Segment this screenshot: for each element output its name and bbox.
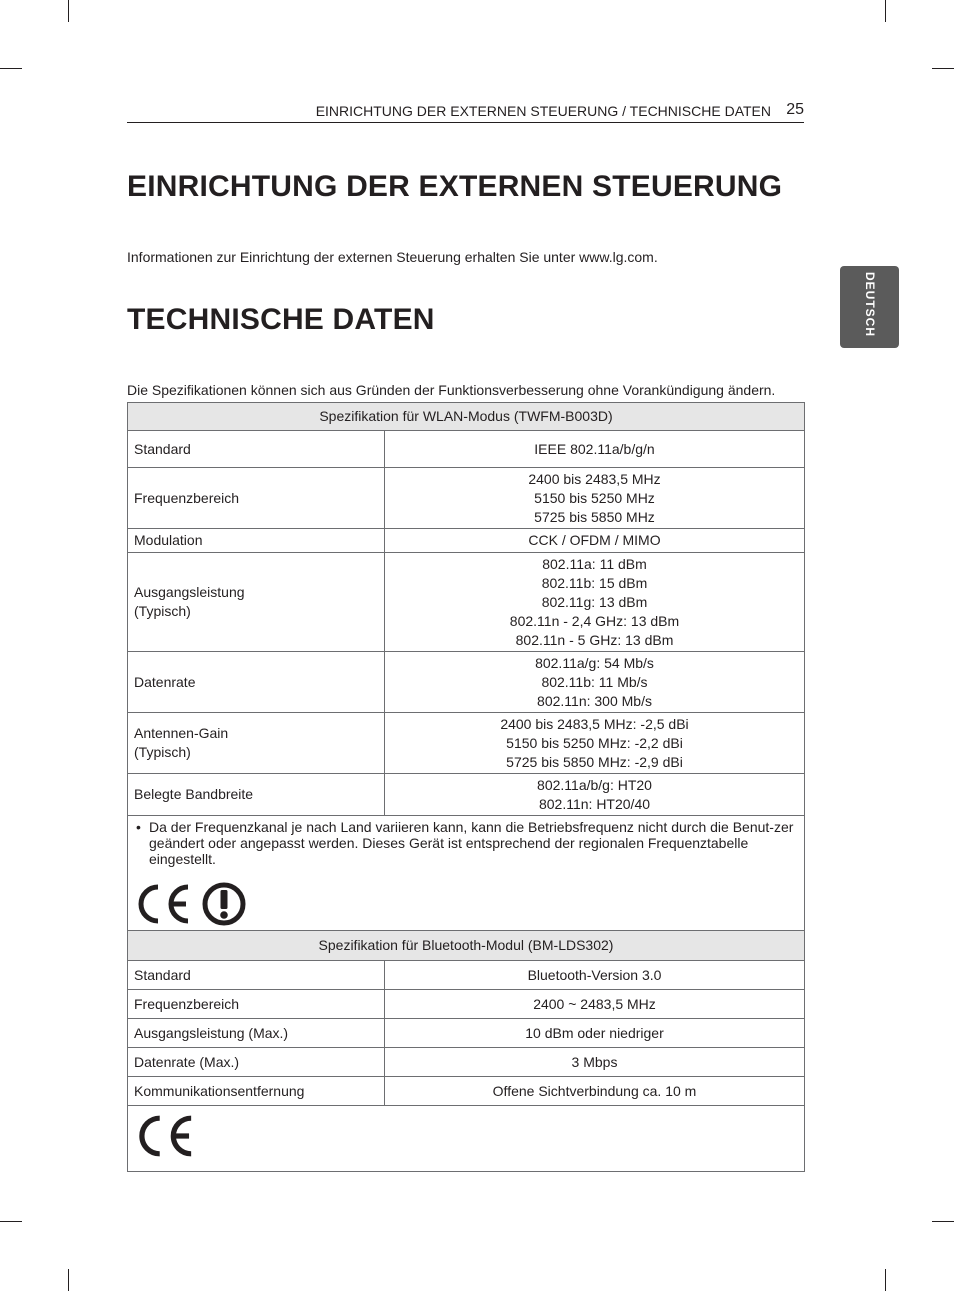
wlan-table-header: Spezifikation für WLAN-Modus (TWFM-B003D) [128,403,805,431]
row-label: Belegte Bandbreite [128,774,385,816]
table-row [128,431,805,468]
table-header-row [128,403,805,431]
row-value: Offene Sichtverbindung ca. 10 m [385,1077,805,1106]
running-header [127,101,804,123]
row-value: 802.11a/g: 54 Mb/s 802.11b: 11 Mb/s 802.11n: 300 Mb/s [385,652,805,713]
row-value: 2400 bis 2483,5 MHz: -2,5 dBi 5150 bis 5250 MHz: -2,2 dBi 5725 bis 5850 MHz: -2,9 dBi [385,713,805,774]
ce-mark-icon [136,883,192,925]
table-header-row [128,931,805,961]
row-label: Frequenzbereich [128,468,385,529]
page-number: 25 [786,101,804,118]
language-tab [840,266,899,348]
row-value: Bluetooth-Version 3.0 [385,961,805,990]
crop-mark [0,68,22,69]
table-row [128,553,805,652]
frequency-note-text: Da der Frequenzkanal je nach Land variieren kann, kann die Betriebsfrequenz nicht durch die Benut-zer geändert oder angepasst werden. Dieses Gerät ist entsprechend der regionalen Frequenztabelle eingestellt. [149,819,794,867]
wlan-note-cell [128,816,805,932]
certification-marks [136,883,796,925]
external-control-text: Informationen zur Einrichtung der externen Steuerung erhalten Sie unter www.lg.com. [127,249,658,265]
row-value: IEEE 802.11a/b/g/n [385,431,805,468]
table-row [128,990,805,1019]
table-row [128,652,805,713]
table-row [128,1077,805,1106]
crop-mark [932,1221,954,1222]
language-tab-label: DEUTSCH [863,272,877,338]
row-label: Standard [128,431,385,468]
row-label: Antennen-Gain (Typisch) [128,713,385,774]
crop-mark [68,1269,69,1291]
row-label: Standard [128,961,385,990]
bullet-dot: • [136,819,141,835]
crop-mark [885,0,886,22]
bluetooth-spec-table [127,930,805,1172]
table-row [128,529,805,553]
row-label: Modulation [128,529,385,553]
row-label: Ausgangsleistung (Typisch) [128,553,385,652]
table-row [128,713,805,774]
row-value: 802.11a: 11 dBm 802.11b: 15 dBm 802.11g: 13 dBm 802.11n - 2,4 GHz: 13 dBm 802.11n - 5 GHz: 13 dBm [385,553,805,652]
table-mark-row [128,1106,805,1172]
ce-mark-icon [136,1114,196,1158]
table-note-row [128,816,805,932]
running-header-title: EINRICHTUNG DER EXTERNEN STEUERUNG / TECHNISCHE DATEN [315,103,771,119]
row-value: 802.11a/b/g: HT20 802.11n: HT20/40 [385,774,805,816]
section-title-technical-data: TECHNISCHE DATEN [127,303,435,336]
row-label: Frequenzbereich [128,990,385,1019]
row-value: 2400 bis 2483,5 MHz 5150 bis 5250 MHz 5725 bis 5850 MHz [385,468,805,529]
table-row [128,961,805,990]
section-title-external-control: EINRICHTUNG DER EXTERNEN STEUERUNG [127,170,783,203]
crop-mark [0,1221,22,1222]
row-value: CCK / OFDM / MIMO [385,529,805,553]
row-label: Kommunikationsentfernung [128,1077,385,1106]
wlan-spec-table [127,402,805,932]
table-row [128,1019,805,1048]
crop-mark [68,0,69,22]
row-label: Ausgangsleistung (Max.) [128,1019,385,1048]
spec-intro-text: Die Spezifikationen können sich aus Gründen der Funktionsverbesserung ohne Vorankündigung ändern. [127,382,776,398]
row-label: Datenrate (Max.) [128,1048,385,1077]
row-label: Datenrate [128,652,385,713]
table-row [128,468,805,529]
bluetooth-mark-cell [128,1106,805,1172]
row-value: 2400 ~ 2483,5 MHz [385,990,805,1019]
note-bullet-item [136,819,796,867]
table-row [128,1048,805,1077]
crop-mark [932,68,954,69]
row-value: 10 dBm oder niedriger [385,1019,805,1048]
alert-mark-icon [202,882,246,926]
bluetooth-table-header: Spezifikation für Bluetooth-Modul (BM-LDS302) [128,931,805,961]
row-value: 3 Mbps [385,1048,805,1077]
crop-mark [885,1269,886,1291]
table-row [128,774,805,816]
